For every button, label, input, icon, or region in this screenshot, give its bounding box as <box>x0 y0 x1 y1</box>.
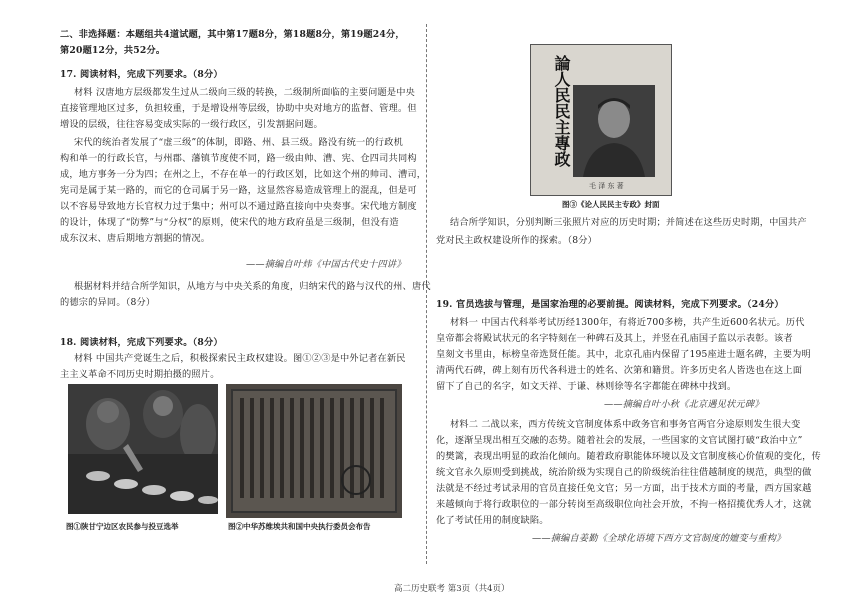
q18-title: 18. 阅读材料，完成下列要求。（8分） <box>60 337 223 348</box>
proclamation-photo <box>226 384 402 518</box>
q17-source: ——摘编自叶炜《中国古代史十四讲》 <box>246 259 406 270</box>
q18-material: 材料 中国共产党诞生之后，积极探索民主政权建设。图①②③是中外记者在新民 <box>74 353 406 364</box>
book-cover-caption: 图③《论人民民主专政》封面 <box>562 200 660 209</box>
q17-title: 17. 阅读材料，完成下列要求。（8分） <box>60 69 223 80</box>
q19-m1-source: ——摘编自叶小秋《北京遇见状元碑》 <box>604 399 764 410</box>
portrait-image <box>573 85 655 177</box>
q17-line: 的设计，体现了“防弊”与“分权”的原则，使宋代的地方政府虽是三级制，但没有造 <box>60 217 399 228</box>
q17-line: 宋代的统治者发展了“虚三级”的体制，即路、州、县三级。路没有统一的行政机 <box>74 137 403 148</box>
q17-line: 成，地方事务一分为四；在州之上，不存在单一的行政区划，比如这个州的帅司、漕司， <box>60 169 427 180</box>
q19-m1-line: 皇帝都会将殿试状元的名字特刻在一种碑石及其上，并竖在孔庙国子监以示表彰。该者 <box>436 333 793 344</box>
column-divider <box>426 24 427 564</box>
book-cover <box>530 44 672 196</box>
q19-m2-line: 的樊篱，表现出明显的政治化倾向。随着政府职能体环境以及文官制度核心价值观的变化，传 <box>436 451 821 462</box>
q19-m2-line: 材料二 二战以来，西方传统文官制度体系中政务官和事务官两官分途原则发生很大变 <box>450 419 801 430</box>
book-author: 毛 泽 东 著 <box>589 182 624 190</box>
voting-photo <box>68 384 218 514</box>
q19-m2-line: 化了考试任用的制度缺陷。 <box>436 515 549 526</box>
q19-title: 19. 官员选拔与管理，是国家治理的必要前提。阅读材料，完成下列要求。（24分） <box>436 299 784 310</box>
q17-ask: 的德宗的异同。（8分） <box>60 297 156 308</box>
q18-ask: 结合所学知识，分别判断三张照片对应的历史时期；并简述在这些历史时期，中国共产 <box>450 217 807 228</box>
voting-photo-caption: 图①陕甘宁边区农民参与投豆选举 <box>66 522 179 531</box>
q17-line: 增设的层级，往往容易变成实际的一级行政区，引发割据问题。 <box>60 119 323 130</box>
q19-m2-line: 来越倾向于将行政职位的一部分转岗至高级职位向社会开放，不拘一格招揽优秀人才，这就 <box>436 499 812 510</box>
q19-m1-line: 清两代石碑，碑上刻有历代各科进士的姓名、次第和籍贯。许多历史名人皆选也在这上面 <box>436 365 803 376</box>
page-footer: 高二历史联考 第3页（共4页） <box>394 584 510 594</box>
q17-line: 宪司是属于某一路的，而它的仓司属于另一路，这显然容易造成管理上的混乱，但是可 <box>60 185 417 196</box>
q19-m2-source: ——摘编自姜勤《全球化语境下西方文官制度的嬗变与重构》 <box>532 533 786 544</box>
q19-m1-line: 皇刻文书里由，标榜皇帝选贤任能。其中，北京孔庙内保留了195座进士题名碑，主要为明 <box>436 349 811 360</box>
section-heading-line-1: 二、非选择题：本题组共4道试题，其中第17题8分，第18题8分，第19题24分， <box>60 29 405 40</box>
book-title: 論人民民主專政 <box>552 55 571 167</box>
q19-m2-line: 法就是不经过考试录用的官员直接任免文官；另一方面，出于技术方面的考量，西方国家越 <box>436 483 812 494</box>
q19-m1-line: 留下了自己的名字，如文天祥、于谦、林则徐等名字都能在碑林中找到。 <box>436 381 737 392</box>
q18-ask: 党对民主政权建设所作的探索。（8分） <box>436 235 598 246</box>
q17-line: 以不容易导致地方长官权力过于集中；州可以不通过路直接向中央奏事。宋代地方制度 <box>60 201 417 212</box>
q17-line: 材料 汉唐地方层级都发生过从二级向三级的转换，二级制所面临的主要问题是中央 <box>74 87 416 98</box>
q18-material: 主主义革命不同历史时期拍摄的照片。 <box>60 369 220 380</box>
q17-ask: 根据材料并结合所学知识，从地方与中央关系的角度，归纳宋代的路与汉代的州、唐代 <box>74 281 431 292</box>
q19-m2-line: 化，逐渐呈现出相互交融的态势。随着社会的发展，一些国家的文官试图打破“政治中立” <box>436 435 803 446</box>
section-heading-line-2: 第20题12分，共52分。 <box>60 45 166 56</box>
proclamation-photo-caption: 图②中华苏维埃共和国中央执行委员会布告 <box>228 522 371 531</box>
q17-line: 成东汉末、唐后期地方割据的情况。 <box>60 233 211 244</box>
q19-m2-line: 统文官永久原则受到挑战，统治阶级为实现自己的阶级统治往往借越制度的规范，典型的做 <box>436 467 812 478</box>
q19-m1-line: 材料一 中国古代科举考试历经1300年，有将近700多榜，共产生近600名状元。历代 <box>450 317 805 328</box>
q17-line: 构和单一的行政长官，与州郡、藩镇节度使不同，路一级由帅、漕、宪、仓四司共同构 <box>60 153 417 164</box>
q17-line: 直接管理地区过多，负担较重，于是增设州等层级，协助中央对地方的监督、管理。但 <box>60 103 417 114</box>
